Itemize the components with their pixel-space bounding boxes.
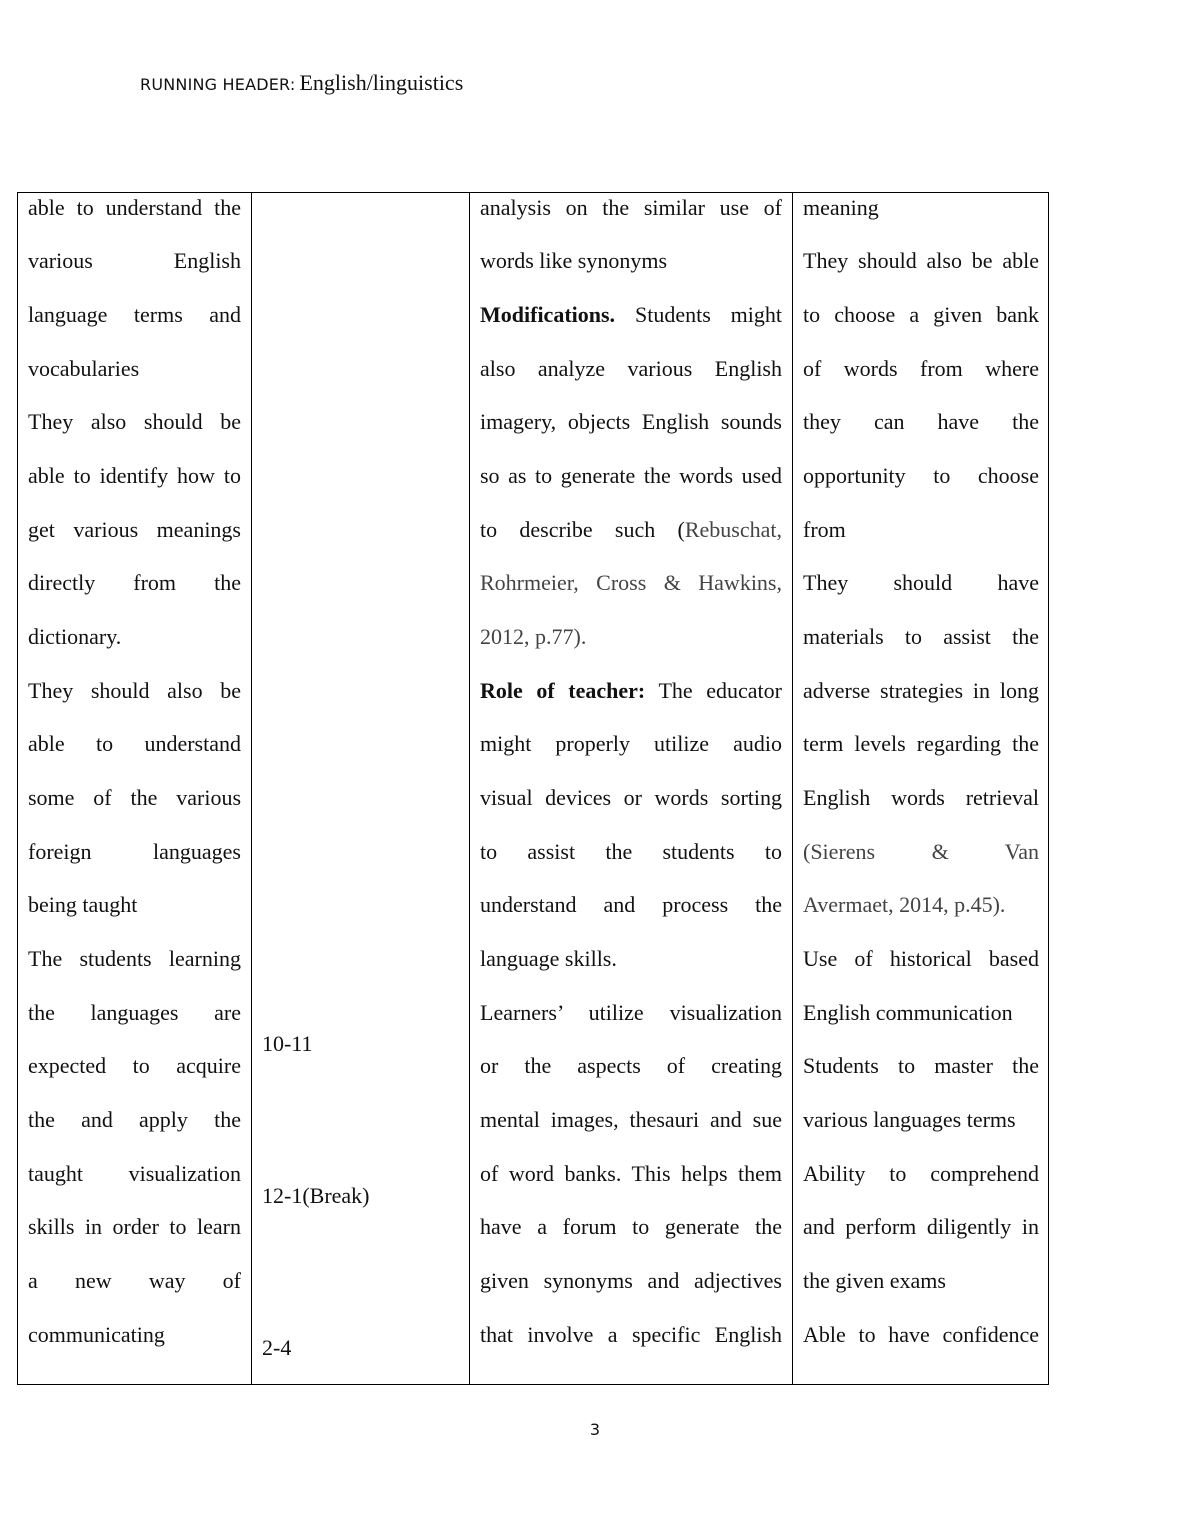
activities-line: Modifications. Students might bbox=[480, 302, 782, 327]
role-of-teacher-heading: Role of teacher: bbox=[480, 678, 646, 703]
objectives-line: being taught bbox=[28, 892, 138, 917]
activities-line: have a forum to generate the bbox=[480, 1214, 782, 1239]
objectives-line: They should also be bbox=[28, 678, 241, 703]
running-header bbox=[140, 70, 463, 96]
objectives-line: a new way of bbox=[28, 1268, 241, 1293]
outcomes-line: Students to master the bbox=[803, 1053, 1039, 1078]
outcomes-line: materials to assist the bbox=[803, 624, 1039, 649]
objectives-line: the languages are bbox=[28, 1000, 241, 1025]
modifications-heading: Modifications. bbox=[480, 302, 616, 327]
objectives-line: language terms and bbox=[28, 302, 241, 327]
outcomes-line: to choose a given bank bbox=[803, 302, 1039, 327]
objectives-line: dictionary. bbox=[28, 624, 122, 649]
objectives-line: The students learning bbox=[28, 946, 241, 971]
outcomes-line: the given exams bbox=[803, 1268, 946, 1293]
outcomes-line: They should also be able bbox=[803, 248, 1039, 273]
outcomes-line: and perform diligently in bbox=[803, 1214, 1039, 1239]
activities-line: Learners’ utilize visualization bbox=[480, 1000, 782, 1025]
activities-line: that involve a specific English bbox=[480, 1322, 782, 1347]
activities-line: to describe such (Rebuschat, bbox=[480, 517, 782, 542]
objectives-line: able to understand bbox=[28, 731, 241, 756]
objectives-line: the and apply the bbox=[28, 1107, 241, 1132]
time-slot: 10-11 bbox=[262, 1031, 313, 1056]
activities-line: might properly utilize audio bbox=[480, 731, 782, 756]
running-header-label: RUNNING HEADER: bbox=[140, 75, 296, 94]
activities-line: language skills. bbox=[480, 946, 617, 971]
activities-line: also analyze various English bbox=[480, 356, 782, 381]
activities-line: of word banks. This helps them bbox=[480, 1161, 782, 1186]
time-slot: 12-1(Break) bbox=[262, 1183, 370, 1208]
activities-column bbox=[469, 193, 792, 1384]
objectives-line: able to understand the bbox=[28, 195, 241, 220]
objectives-line: foreign languages bbox=[28, 839, 241, 864]
objectives-line: communicating bbox=[28, 1322, 165, 1347]
activities-line: to assist the students to bbox=[480, 839, 782, 864]
outcomes-line: they can have the bbox=[803, 409, 1039, 434]
objectives-line: directly from the bbox=[28, 570, 241, 595]
activities-line: words like synonyms bbox=[480, 248, 667, 273]
outcomes-line: Able to have confidence bbox=[803, 1322, 1039, 1347]
outcomes-column bbox=[792, 193, 1049, 1384]
citation: 2012, p.77). bbox=[480, 624, 587, 649]
objectives-line: They also should be bbox=[28, 409, 241, 434]
lesson-plan-table bbox=[17, 192, 1049, 1385]
activities-line: mental images, thesauri and sue bbox=[480, 1107, 782, 1132]
activities-line: understand and process the bbox=[480, 892, 782, 917]
objectives-line: skills in order to learn bbox=[28, 1214, 241, 1239]
objectives-line: vocabularies bbox=[28, 356, 140, 381]
outcomes-line: adverse strategies in long bbox=[803, 678, 1039, 703]
activities-line: imagery, objects English sounds bbox=[480, 409, 782, 434]
time-slot: 2-4 bbox=[262, 1335, 292, 1360]
outcomes-line: They should have bbox=[803, 570, 1039, 595]
activities-line: visual devices or words sorting bbox=[480, 785, 782, 810]
citation: Avermaet, 2014, p.45). bbox=[803, 892, 1006, 917]
outcomes-line: English communication bbox=[803, 1000, 1013, 1025]
time-column bbox=[251, 193, 469, 1384]
outcomes-line: Ability to comprehend bbox=[803, 1161, 1039, 1186]
activities-line: analysis on the similar use of bbox=[480, 195, 782, 220]
outcomes-line: term levels regarding the bbox=[803, 731, 1039, 756]
activities-line: Role of teacher: The educator bbox=[480, 678, 782, 703]
citation: Rohrmeier, Cross & Hawkins, bbox=[480, 570, 782, 595]
outcomes-line: various languages terms bbox=[803, 1107, 1016, 1132]
objectives-line: some of the various bbox=[28, 785, 241, 810]
objectives-line: expected to acquire bbox=[28, 1053, 241, 1078]
citation: (Sierens & Van bbox=[803, 839, 1039, 864]
outcomes-line: meaning bbox=[803, 195, 879, 220]
outcomes-line: of words from where bbox=[803, 356, 1039, 381]
objectives-line: various English bbox=[28, 248, 241, 273]
running-header-title: English/linguistics bbox=[299, 70, 464, 95]
outcomes-line: Use of historical based bbox=[803, 946, 1039, 971]
objectives-column bbox=[18, 193, 251, 1384]
citation: Rebuschat, bbox=[684, 517, 782, 542]
outcomes-line: from bbox=[803, 517, 846, 542]
objectives-line: get various meanings bbox=[28, 517, 241, 542]
outcomes-line: English words retrieval bbox=[803, 785, 1039, 810]
objectives-line: able to identify how to bbox=[28, 463, 241, 488]
activities-line: or the aspects of creating bbox=[480, 1053, 782, 1078]
page-number: 3 bbox=[589, 1420, 601, 1439]
objectives-line: taught visualization bbox=[28, 1161, 241, 1186]
activities-line: so as to generate the words used bbox=[480, 463, 782, 488]
activities-line: given synonyms and adjectives bbox=[480, 1268, 782, 1293]
outcomes-line: opportunity to choose bbox=[803, 463, 1039, 488]
